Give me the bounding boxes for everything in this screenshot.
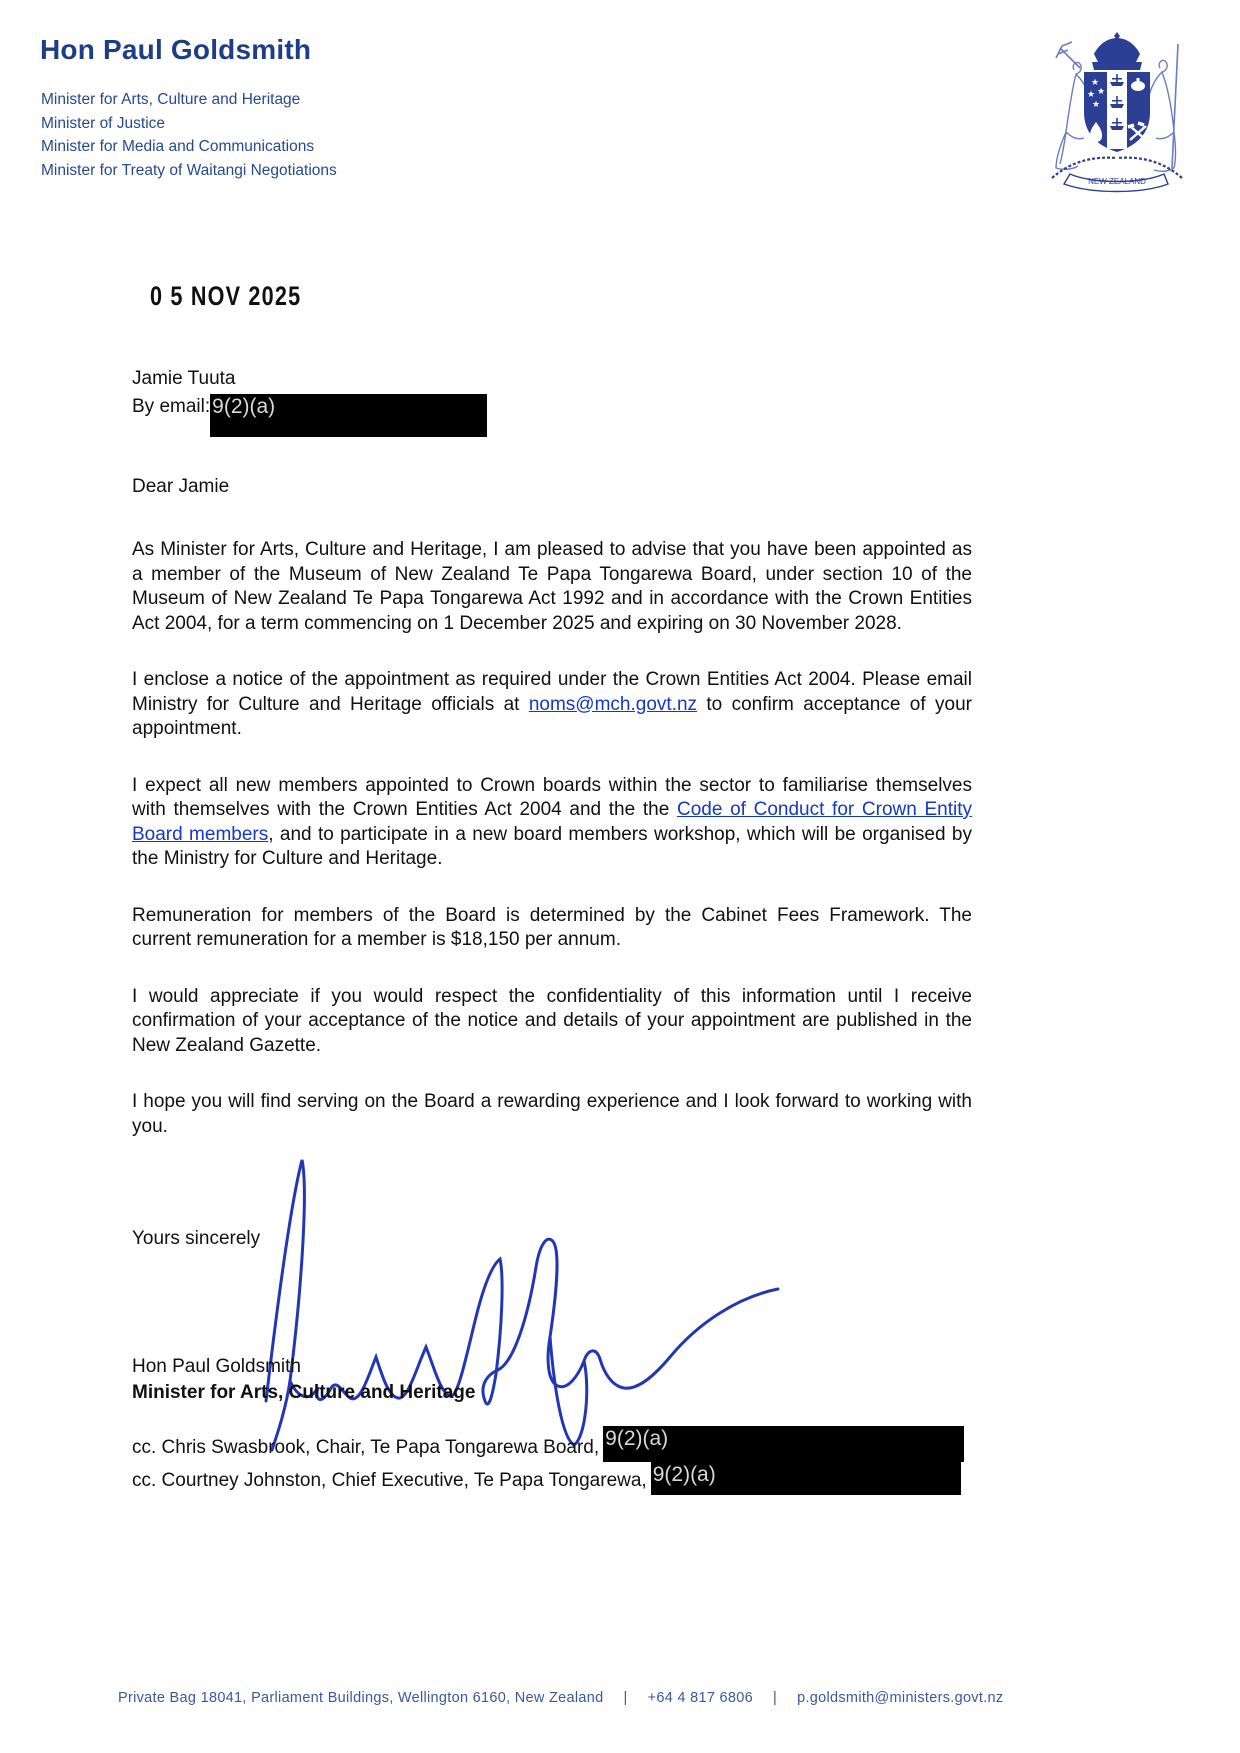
valediction: Yours sincerely bbox=[132, 1228, 261, 1249]
letter-body bbox=[132, 538, 972, 1171]
coat-of-arms-scroll-text: NEW ZEALAND bbox=[1088, 177, 1146, 186]
svg-text:★: ★ bbox=[1086, 90, 1096, 100]
signatory-name: Hon Paul Goldsmith bbox=[132, 1356, 301, 1377]
signature-scrawl bbox=[218, 1146, 818, 1456]
paragraph-notice bbox=[132, 668, 972, 742]
letterhead-footer bbox=[118, 1690, 1038, 1706]
svg-text:★: ★ bbox=[1091, 100, 1101, 110]
code-of-conduct-link[interactable]: Code of Conduct for Crown Entity Board members bbox=[132, 799, 972, 845]
paragraph-text: to confirm acceptance of your appointment. bbox=[132, 693, 972, 739]
letterhead-portfolios bbox=[41, 88, 337, 182]
recipient-block bbox=[132, 366, 487, 437]
nz-coat-of-arms-icon bbox=[1022, 28, 1212, 193]
paragraph-appointment: As Minister for Arts, Culture and Heritage, I am pleased to advise that you have been appointed as a member of the Museum of New Zealand Te Papa Tongarewa Board, under section 10 of the Museum of New Zealand Te Papa Tongarewa Act 1992 and in accordance with the Crown Entities Act 2004, for a term commencing on 1 December 2025 and expiring on 30 November 2028. bbox=[132, 539, 972, 634]
svg-text:★: ★ bbox=[1090, 78, 1100, 88]
letterhead-minister-name: Hon Paul Goldsmith bbox=[40, 34, 312, 65]
portfolio-title: Minister of Justice bbox=[41, 114, 166, 132]
redaction-code: 9(2)(a) bbox=[605, 1427, 669, 1450]
cc-row bbox=[132, 1427, 964, 1465]
noms-email-link[interactable]: noms@mch.govt.nz bbox=[528, 693, 698, 715]
footer-address: Private Bag 18041, Parliament Buildings, Wellington 6160, New Zealand bbox=[118, 1690, 604, 1706]
paragraph-confidentiality: I would appreciate if you would respect the confidentiality of this information until I receive confirmation of your acceptance of the notice and details of your appointment are published in the New Zealand Gazette. bbox=[132, 985, 972, 1056]
signatory-block bbox=[132, 1354, 475, 1405]
paragraph-remuneration: Remuneration for members of the Board is determined by the Cabinet Fees Framework. The current remuneration for a member is $18,150 per annum. bbox=[132, 904, 972, 950]
recipient-name: Jamie Tuuta bbox=[132, 368, 236, 389]
svg-text:★: ★ bbox=[1096, 87, 1106, 97]
footer-separator: | bbox=[623, 1690, 628, 1706]
redaction-box-email bbox=[210, 394, 487, 437]
paragraph-welcome: I hope you will find serving on the Board a rewarding experience and I look forward to working with you. bbox=[132, 1091, 972, 1137]
redaction-box-cc1 bbox=[603, 1426, 964, 1462]
footer-separator: | bbox=[773, 1690, 778, 1706]
paragraph-text: I enclose a notice of the appointment as required under the Crown Entities Act 2004. Please email Ministry for Culture and Heritage officials at bbox=[132, 669, 972, 715]
redaction-code: 9(2)(a) bbox=[652, 1463, 716, 1486]
portfolio-title: Minister for Treaty of Waitangi Negotiations bbox=[41, 161, 337, 179]
cc-text: cc. Courtney Johnston, Chief Executive, Te Papa Tongarewa, bbox=[132, 1470, 647, 1491]
cc-text: cc. Chris Swasbrook, Chair, Te Papa Tongarewa Board, bbox=[132, 1437, 600, 1458]
paragraph-text: I expect all new members appointed to Crown boards within the sector to familiarise themselves with themselves with the Crown Entities Act 2004 and the the bbox=[132, 774, 972, 820]
cc-list bbox=[132, 1427, 964, 1498]
portfolio-title: Minister for Media and Communications bbox=[41, 138, 315, 155]
portfolio-title: Minister for Arts, Culture and Heritage bbox=[41, 91, 301, 108]
paragraph-text: , and to participate in a new board members workshop, which will be organised by the Ministry for Culture and Heritage. bbox=[132, 823, 972, 869]
redaction-code: 9(2)(a) bbox=[212, 395, 276, 418]
delivery-method-label: By email: bbox=[132, 396, 211, 417]
redaction-box-cc2 bbox=[651, 1462, 961, 1495]
signatory-title: Minister for Arts, Culture and Heritage bbox=[132, 1381, 476, 1403]
footer-phone: +64 4 817 6806 bbox=[647, 1690, 753, 1706]
received-date-stamp: 0 5 NOV 2025 bbox=[150, 281, 302, 311]
paragraph-expectations bbox=[132, 774, 972, 872]
footer-email: p.goldsmith@ministers.govt.nz bbox=[797, 1690, 1004, 1706]
salutation: Dear Jamie bbox=[132, 476, 230, 497]
cc-row bbox=[132, 1465, 964, 1498]
